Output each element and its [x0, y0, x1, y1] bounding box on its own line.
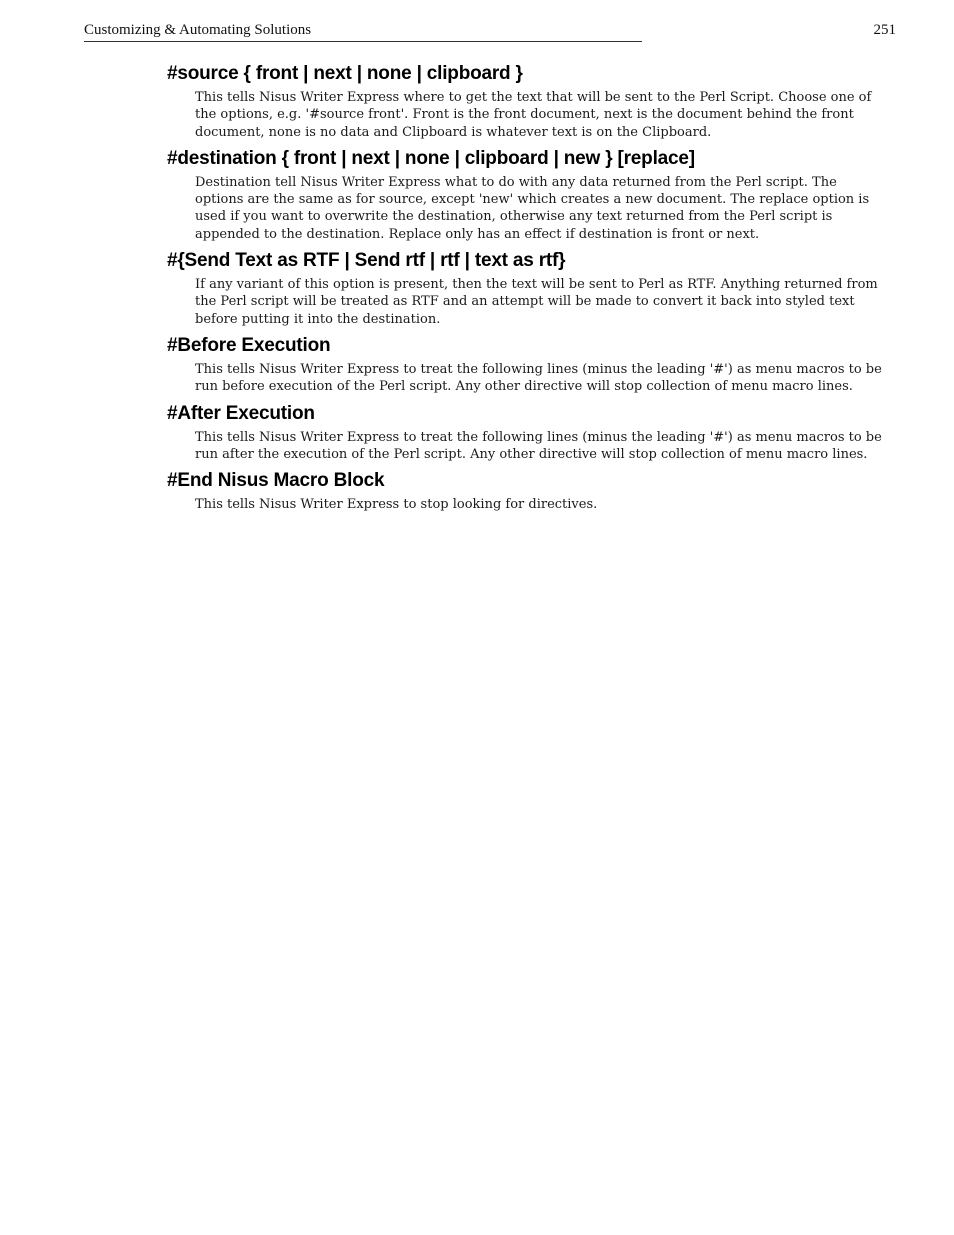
directive-heading: #Before Execution [167, 334, 331, 356]
directive-destination [167, 147, 887, 243]
directive-send-rtf [167, 249, 887, 328]
page-number: 251 [873, 22, 896, 38]
directive-heading: #{Send Text as RTF | Send rtf | rtf | text as rtf} [167, 250, 566, 272]
directive-source [167, 62, 887, 141]
document-body [167, 62, 887, 519]
directive-description: Destination tell Nisus Writer Express what to do with any data returned from the Perl script. The options are the same as for source, except 'new' which creates a new document. The replace option is used if you want to overwrite the destination, otherwise any text returned from the Perl script is appended to the destination. Replace only has an effect if destination is front or next. [195, 174, 870, 242]
directive-description: This tells Nisus Writer Express to treat the following lines (minus the leading '#') as menu macros to be run before execution of the Perl script. Any other directive will stop collection of menu macro lines. [195, 361, 882, 395]
directive-description: This tells Nisus Writer Express to treat the following lines (minus the leading '#') as menu macros to be run after the execution of the Perl script. Any other directive will stop collection of menu macro lines. [195, 429, 882, 462]
directive-after-execution [167, 402, 887, 464]
running-header-title: Customizing & Automating Solutions [84, 20, 642, 42]
directive-heading: #End Nisus Macro Block [167, 470, 385, 492]
directive-heading: #destination { front | next | none | clipboard | new } [replace] [167, 147, 695, 169]
directive-description: If any variant of this option is present, then the text will be sent to Perl as RTF. Anything returned from the Perl script will be treated as RTF and an attempt will be made to convert it back into styled text before putting it into the destination. [195, 277, 878, 327]
directive-heading: #source { front | next | none | clipboard } [167, 63, 523, 84]
directive-before-execution [167, 334, 887, 396]
directive-description: This tells Nisus Writer Express where to get the text that will be sent to the Perl Script. Choose one of the options, e.g. '#source front'. Front is the front document, next is the document behind the front document, none is no data and Clipboard is whatever text is on the Clipboard. [195, 90, 872, 140]
directive-heading: #After Execution [167, 402, 315, 424]
directive-end-macro-block [167, 469, 887, 513]
directive-description: This tells Nisus Writer Express to stop looking for directives. [195, 497, 598, 513]
